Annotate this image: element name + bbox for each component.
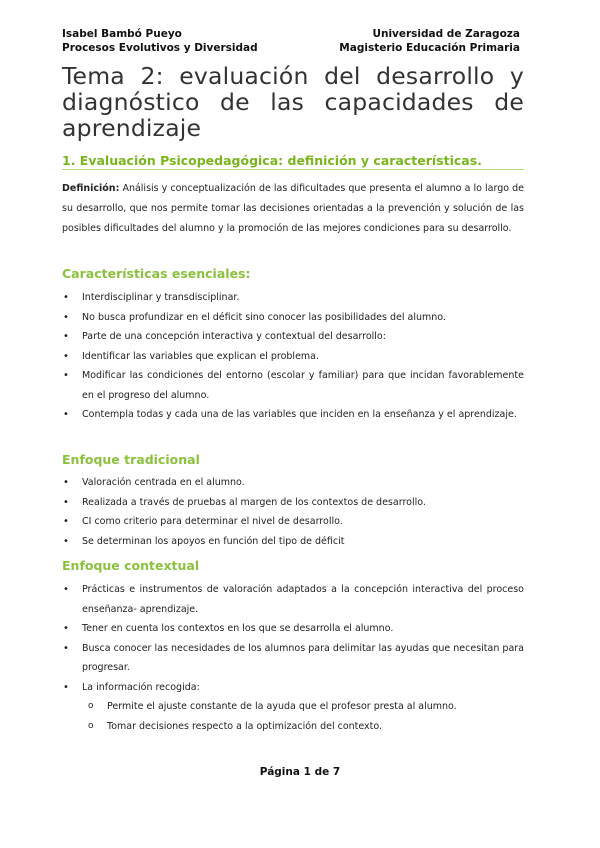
definition-paragraph bbox=[62, 179, 524, 240]
list-item bbox=[62, 678, 524, 737]
list-item: • Interdisciplinar y transdisciplinar. bbox=[62, 288, 524, 308]
list-item: • Identificar las variables que explican el problema. bbox=[62, 347, 524, 367]
list-item: • Valoración centrada en el alumno. bbox=[62, 473, 524, 493]
list-item: • Tener en cuenta los contextos en los que se desarrolla el alumno. bbox=[62, 619, 524, 639]
sub-list-item: o Tomar decisiones respecto a la optimización del contexto. bbox=[82, 717, 524, 737]
caracteristicas-list bbox=[62, 288, 524, 425]
sub-list bbox=[82, 697, 524, 736]
list-item: • Se determinan los apoyos en función del tipo de déficit bbox=[62, 532, 524, 552]
contextual-heading: Enfoque contextual bbox=[62, 558, 200, 573]
section-heading: 1. Evaluación Psicopedagógica: definición y características. bbox=[62, 153, 524, 170]
list-item: • Realizada a través de pruebas al margen de los contextos de desarrollo. bbox=[62, 493, 524, 513]
sub-list-item: o Permite el ajuste constante de la ayuda que el profesor presta al alumno. bbox=[82, 697, 524, 717]
list-item: • Modificar las condiciones del entorno (escolar y familiar) para que incidan favorablemente en el progreso del alumno. bbox=[62, 366, 524, 405]
header-right bbox=[339, 27, 520, 55]
definition-label: Definición: bbox=[62, 183, 120, 194]
list-item: • No busca profundizar en el déficit sino conocer las posibilidades del alumno. bbox=[62, 308, 524, 328]
header-course: Procesos Evolutivos y Diversidad bbox=[62, 42, 258, 54]
list-item: • Busca conocer las necesidades de los alumnos para delimitar las ayudas que necesitan para progresar. bbox=[62, 639, 524, 678]
list-item: • Prácticas e instrumentos de valoración adaptados a la concepción interactiva del proceso enseñanza- aprendizaje. bbox=[62, 580, 524, 619]
list-item: • Parte de una concepción interactiva y contextual del desarrollo: bbox=[62, 327, 524, 347]
tradicional-heading: Enfoque tradicional bbox=[62, 452, 200, 467]
list-item: • CI como criterio para determinar el nivel de desarrollo. bbox=[62, 512, 524, 532]
definition-text: Análisis y conceptualización de las dificultades que presenta el alumno a lo largo de su desarrollo, que nos permite tomar las decisiones orientadas a la prevención y solución de las posibles dificultades del alumno y la promoción de las mejores condiciones para su desarrollo. bbox=[62, 183, 524, 235]
page-footer: Página 1 de 7 bbox=[259, 766, 341, 778]
page-title: Tema 2: evaluación del desarrollo y diagnóstico de las capacidades de aprendizaje bbox=[62, 62, 524, 142]
contextual-list bbox=[62, 580, 524, 736]
tradicional-list bbox=[62, 473, 524, 551]
header-university: Universidad de Zaragoza bbox=[372, 28, 520, 40]
header-left bbox=[62, 27, 258, 55]
list-item-label: La información recogida: bbox=[82, 681, 200, 693]
list-item: • Contempla todas y cada una de las variables que inciden en la enseñanza y el aprendizaje. bbox=[62, 405, 524, 425]
header-author: Isabel Bambó Pueyo bbox=[62, 28, 182, 40]
header-degree: Magisterio Educación Primaria bbox=[339, 42, 520, 54]
caracteristicas-heading: Características esenciales: bbox=[62, 266, 251, 281]
